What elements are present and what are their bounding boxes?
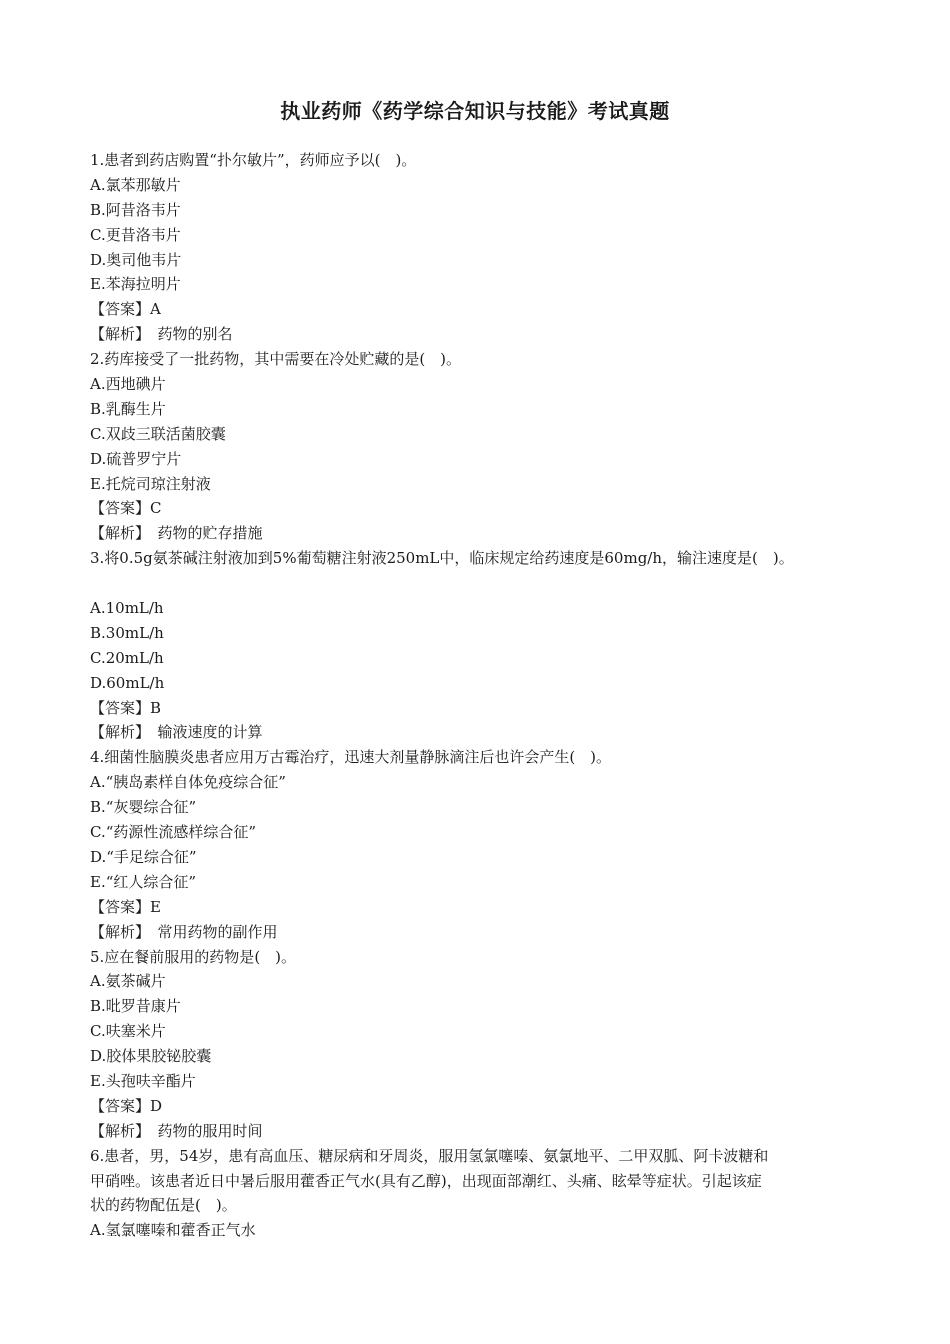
text-line: C.双歧三联活菌胶囊 bbox=[90, 424, 226, 443]
text-line: 1.患者到药店购置“扑尔敏片”，药师应予以( )。 bbox=[90, 151, 417, 169]
text-line: B.阿昔洛韦片 bbox=[90, 200, 181, 219]
text-line: B.30mL/h bbox=[90, 623, 164, 642]
text-line: A.“胰岛素样自体免疫综合征” bbox=[90, 773, 286, 792]
text-line: B.“灰婴综合征” bbox=[90, 798, 197, 817]
text-line bbox=[90, 571, 862, 596]
text-line: D.“手足综合征” bbox=[90, 847, 197, 866]
text-line: B.吡罗昔康片 bbox=[90, 997, 181, 1016]
text-line: A.氯苯那敏片 bbox=[90, 175, 181, 194]
text-line: E.托烷司琼注射液 bbox=[90, 474, 211, 493]
text-line: 2.药库接受了一批药物，其中需要在冷处贮藏的是( )。 bbox=[90, 350, 462, 369]
text-line: C.呋塞米片 bbox=[90, 1022, 166, 1041]
text-line: 4.细菌性脑膜炎患者应用万古霉治疗，迅速大剂量静脉滴注后也许会产生( )。 bbox=[90, 748, 612, 767]
text-line: E.头孢呋辛酯片 bbox=[90, 1071, 196, 1090]
text-line: A.西地碘片 bbox=[90, 375, 166, 394]
text-line: 【解析】 药物的别名 bbox=[90, 325, 233, 344]
text-line: 【答案】D bbox=[90, 1096, 163, 1115]
text-line: A.氢氯噻嗪和藿香正气水 bbox=[90, 1221, 256, 1240]
text-line: A.10mL/h bbox=[90, 599, 164, 618]
text-line: D.硫普罗宁片 bbox=[90, 449, 182, 468]
text-line: 【答案】E bbox=[90, 897, 161, 916]
text-line: 【解析】 输液速度的计算 bbox=[90, 723, 263, 742]
text-line: 【解析】 药物的贮存措施 bbox=[90, 524, 263, 543]
text-line: C.“药源性流感样综合征” bbox=[90, 823, 257, 842]
text-line: 6.患者，男，54岁，患有高血压、糖尿病和牙周炎，服用氢氯噻嗪、氨氯地平、二甲双胍、阿卡波糖和 bbox=[90, 1146, 769, 1165]
text-line: 【解析】 常用药物的副作用 bbox=[90, 922, 278, 941]
text-line: 甲硝唑。该患者近日中暑后服用藿香正气水(具有乙醇)，出现面部潮红、头痛、眩晕等症状。引起该症 bbox=[90, 1171, 762, 1190]
document-title: 执业药师《药学综合知识与技能》考试真题 bbox=[280, 99, 670, 123]
text-line: 【答案】A bbox=[90, 300, 161, 319]
text-line: E.苯海拉明片 bbox=[90, 275, 181, 294]
text-line: D.60mL/h bbox=[90, 673, 165, 692]
text-line: 3.将0.5g氨茶碱注射液加到5%葡萄糖注射液250mL中，临床规定给药速度是60mg/h，输注速度是( )。 bbox=[90, 549, 794, 568]
text-line: A.氨茶碱片 bbox=[90, 972, 166, 991]
text-line: D.胶体果胶铋胶囊 bbox=[90, 1047, 212, 1066]
text-line: D.奥司他韦片 bbox=[90, 250, 182, 269]
text-line: B.乳酶生片 bbox=[90, 399, 166, 418]
text-line: E.“红人综合征” bbox=[90, 872, 197, 891]
text-line: C.更昔洛韦片 bbox=[90, 225, 181, 244]
text-line: 【答案】B bbox=[90, 698, 162, 717]
text-line: 5.应在餐前服用的药物是( )。 bbox=[90, 947, 297, 966]
text-line: 【解析】 药物的服用时间 bbox=[90, 1121, 263, 1140]
text-line: 状的药物配伍是( )。 bbox=[90, 1196, 237, 1215]
text-line: 【答案】C bbox=[90, 499, 162, 518]
text-line: C.20mL/h bbox=[90, 648, 164, 667]
document-body bbox=[90, 148, 862, 1243]
